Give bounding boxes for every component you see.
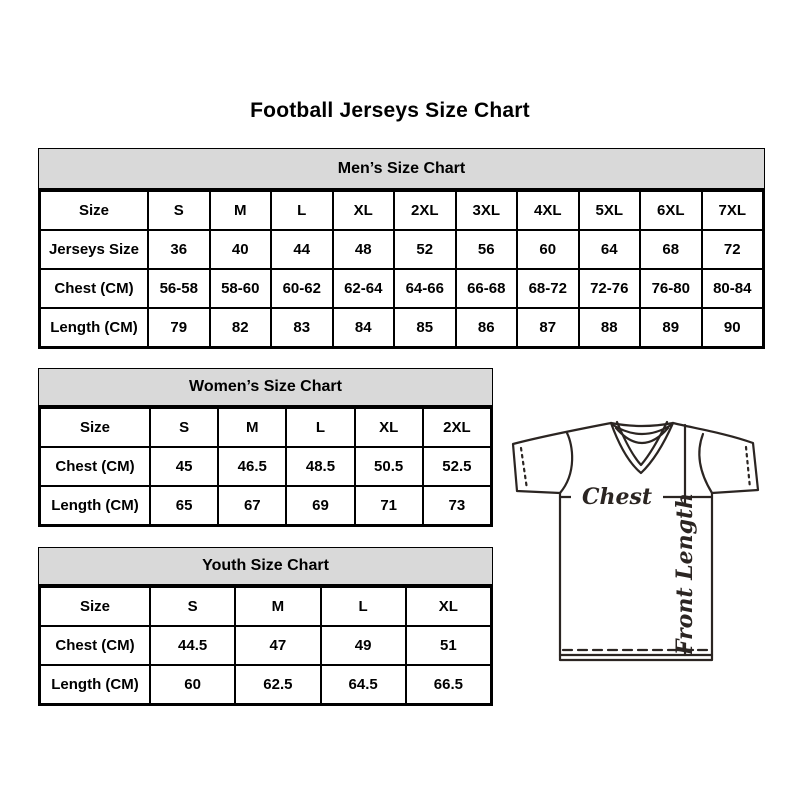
- value-cell: 88: [579, 308, 641, 347]
- right-armhole-seam: [699, 434, 712, 493]
- row-label-cell: Length (CM): [40, 665, 150, 704]
- value-cell: 58-60: [210, 269, 272, 308]
- table-row: [40, 486, 491, 525]
- value-cell: 7XL: [702, 191, 764, 230]
- table-row: [40, 230, 763, 269]
- value-cell: 72-76: [579, 269, 641, 308]
- value-cell: 68-72: [517, 269, 579, 308]
- value-cell: 5XL: [579, 191, 641, 230]
- value-cell: 82: [210, 308, 272, 347]
- value-cell: 68: [640, 230, 702, 269]
- front-length-label: Front Length: [672, 492, 698, 656]
- youth-size-table: [39, 586, 492, 705]
- value-cell: 50.5: [355, 447, 423, 486]
- value-cell: M: [218, 408, 286, 447]
- value-cell: 56-58: [148, 269, 210, 308]
- womens-size-chart-header: Women’s Size Chart: [39, 369, 492, 407]
- jersey-measurement-diagram: [503, 403, 771, 671]
- value-cell: 60: [517, 230, 579, 269]
- value-cell: 66-68: [456, 269, 518, 308]
- value-cell: 64-66: [394, 269, 456, 308]
- table-row: [40, 665, 491, 704]
- value-cell: 44: [271, 230, 333, 269]
- row-label-cell: Jerseys Size: [40, 230, 148, 269]
- left-cuff-dotted-line: [521, 448, 527, 489]
- mens-size-table: [39, 190, 764, 348]
- value-cell: 60-62: [271, 269, 333, 308]
- value-cell: S: [150, 408, 218, 447]
- value-cell: 6XL: [640, 191, 702, 230]
- youth-size-chart-table: [38, 547, 493, 706]
- row-label-cell: Length (CM): [40, 308, 148, 347]
- value-cell: 40: [210, 230, 272, 269]
- value-cell: M: [235, 587, 320, 626]
- value-cell: L: [286, 408, 354, 447]
- value-cell: 51: [406, 626, 491, 665]
- value-cell: 44.5: [150, 626, 235, 665]
- row-label-cell: Chest (CM): [40, 269, 148, 308]
- table-row: [40, 408, 491, 447]
- value-cell: 76-80: [640, 269, 702, 308]
- page-title: Football Jerseys Size Chart: [250, 99, 530, 122]
- table-row: [40, 587, 491, 626]
- value-cell: 80-84: [702, 269, 764, 308]
- value-cell: 62.5: [235, 665, 320, 704]
- value-cell: 2XL: [423, 408, 491, 447]
- value-cell: XL: [333, 191, 395, 230]
- table-row: [40, 269, 763, 308]
- value-cell: 49: [321, 626, 406, 665]
- right-cuff-dotted-line: [746, 447, 750, 488]
- value-cell: 4XL: [517, 191, 579, 230]
- value-cell: 67: [218, 486, 286, 525]
- womens-size-chart-table: [38, 368, 493, 527]
- value-cell: 62-64: [333, 269, 395, 308]
- value-cell: 47: [235, 626, 320, 665]
- value-cell: 72: [702, 230, 764, 269]
- value-cell: 71: [355, 486, 423, 525]
- value-cell: 3XL: [456, 191, 518, 230]
- value-cell: 60: [150, 665, 235, 704]
- table-row: [40, 191, 763, 230]
- value-cell: 64.5: [321, 665, 406, 704]
- collar-top-edge: [611, 423, 673, 426]
- value-cell: 73: [423, 486, 491, 525]
- table-row: [40, 308, 763, 347]
- value-cell: 69: [286, 486, 354, 525]
- youth-size-chart-header: Youth Size Chart: [39, 548, 492, 586]
- mens-size-chart-header: Men’s Size Chart: [39, 149, 764, 190]
- value-cell: 48: [333, 230, 395, 269]
- row-label-cell: Length (CM): [40, 486, 150, 525]
- value-cell: 83: [271, 308, 333, 347]
- value-cell: 85: [394, 308, 456, 347]
- value-cell: 46.5: [218, 447, 286, 486]
- value-cell: 56: [456, 230, 518, 269]
- value-cell: XL: [406, 587, 491, 626]
- value-cell: 66.5: [406, 665, 491, 704]
- row-label-cell: Chest (CM): [40, 626, 150, 665]
- row-label-cell: Size: [40, 191, 148, 230]
- table-row: [40, 626, 491, 665]
- chest-label: Chest: [581, 484, 653, 510]
- value-cell: 65: [150, 486, 218, 525]
- value-cell: 2XL: [394, 191, 456, 230]
- value-cell: M: [210, 191, 272, 230]
- value-cell: 86: [456, 308, 518, 347]
- value-cell: 84: [333, 308, 395, 347]
- value-cell: 90: [702, 308, 764, 347]
- value-cell: 48.5: [286, 447, 354, 486]
- value-cell: 36: [148, 230, 210, 269]
- value-cell: L: [271, 191, 333, 230]
- value-cell: 52: [394, 230, 456, 269]
- table-row: [40, 447, 491, 486]
- value-cell: S: [148, 191, 210, 230]
- womens-size-table: [39, 407, 492, 526]
- value-cell: S: [150, 587, 235, 626]
- value-cell: 64: [579, 230, 641, 269]
- row-label-cell: Chest (CM): [40, 447, 150, 486]
- value-cell: XL: [355, 408, 423, 447]
- row-label-cell: Size: [40, 587, 150, 626]
- value-cell: 52.5: [423, 447, 491, 486]
- value-cell: L: [321, 587, 406, 626]
- row-label-cell: Size: [40, 408, 150, 447]
- value-cell: 89: [640, 308, 702, 347]
- left-armhole-seam: [560, 433, 572, 493]
- value-cell: 79: [148, 308, 210, 347]
- value-cell: 45: [150, 447, 218, 486]
- value-cell: 87: [517, 308, 579, 347]
- mens-size-chart-table: [38, 148, 765, 349]
